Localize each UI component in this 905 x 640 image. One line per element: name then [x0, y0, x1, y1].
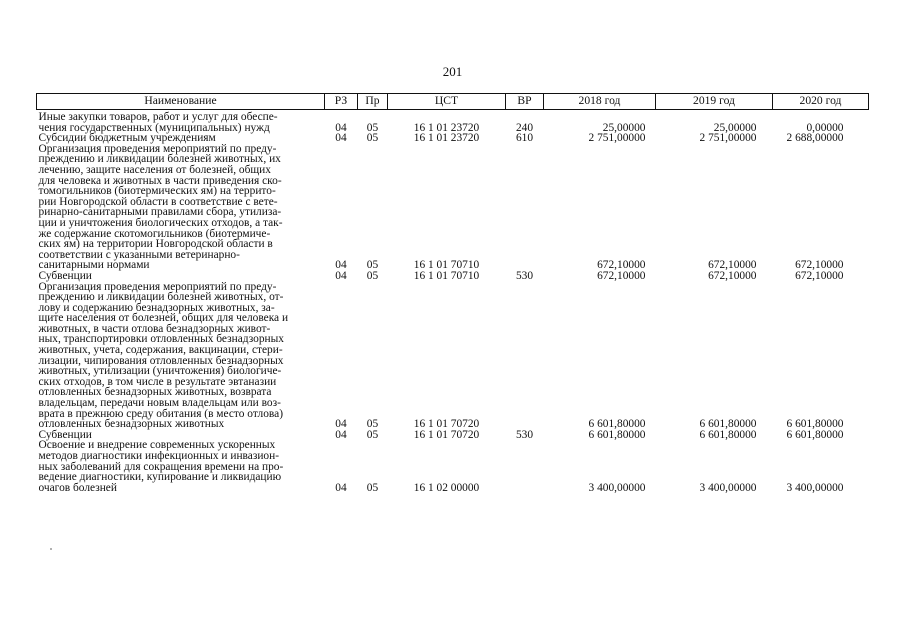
row-2019: 6 601,80000 [699, 428, 757, 441]
row-vr [506, 440, 544, 493]
row-2018: 3 400,00000 [588, 481, 646, 494]
table-row [37, 144, 869, 271]
row-2020: 6 601,80000 [786, 418, 844, 431]
row-pr: 05 [366, 121, 379, 134]
row-2020: 0,00000 [806, 121, 844, 134]
row-cst: 16 1 01 70720 [413, 418, 480, 431]
row-pr: 05 [366, 418, 379, 431]
row-2018: 6 601,80000 [588, 428, 646, 441]
header-name: Наименование [37, 94, 325, 110]
row-cst: 16 1 01 70710 [413, 269, 480, 282]
row-rz: 04 [335, 121, 347, 134]
row-name: Иные закупки товаров, работ и услуг для обеспе- чения государственных (муниципальных) нужд [38, 111, 278, 134]
row-vr: 530 [515, 428, 534, 441]
row-pr: 05 [366, 428, 379, 441]
row-vr [506, 144, 544, 271]
row-2018: 672,10000 [597, 269, 646, 282]
table-row [37, 282, 869, 430]
row-2019: 25,00000 [713, 121, 757, 134]
row-rz: 04 [335, 259, 347, 272]
row-name: Освоение и внедрение современных ускоренных методов диагностики инфекционных и инвазион- ных заболеваний для сокращения времени на про- ведение диагностики, купирование и ликвидацию очагов болезней [38, 439, 284, 494]
row-2018: 25,00000 [602, 121, 646, 134]
row-name: Субсидии бюджетным учреждениям [38, 132, 216, 145]
row-pr: 05 [366, 132, 379, 145]
row-pr: 05 [366, 259, 379, 272]
row-2019: 672,10000 [708, 259, 757, 272]
table-row [37, 440, 869, 493]
header-2018: 2018 год [544, 94, 656, 110]
row-2020: 6 601,80000 [786, 428, 844, 441]
row-pr: 05 [366, 269, 379, 282]
header-2019: 2019 год [656, 94, 773, 110]
row-2019: 2 751,00000 [699, 132, 757, 145]
row-cst: 16 1 01 23720 [413, 132, 480, 145]
page-number: 201 [442, 64, 463, 79]
row-name: Субвенции [38, 428, 92, 441]
row-2019: 3 400,00000 [699, 481, 757, 494]
scan-speck [50, 548, 52, 550]
header-pr: Пр [358, 94, 388, 110]
row-2020: 672,10000 [795, 269, 844, 282]
header-vr: ВР [506, 94, 544, 110]
row-2020: 3 400,00000 [786, 481, 844, 494]
table-header-row [37, 94, 869, 110]
row-rz: 04 [335, 428, 347, 441]
row-pr: 05 [366, 481, 379, 494]
row-rz: 04 [335, 132, 347, 145]
row-2020: 672,10000 [795, 259, 844, 272]
row-name: Организация проведения мероприятий по преду- преждению и ликвидации болезней животных, от- лову и содержанию безнадзорных животных, за- щите населения от болезней, общих для человека и животных, в части отлова безнадзорных живот- ных, транспортировки отловленных безнадзорных животных, учета, содержания, вакцинации, стери- лизации, чипирования отловленных безнадзорных животных, утилизации (уничтожения) биологиче- ских отходов, в том числе в результате эвтаназии отловленных безнадзорных животных, возврата владельцам, передачи новым владельцам или воз- врата в прежнюю среду обитания (в место отлова) отловленных безнадзорных животных [38, 280, 289, 431]
row-cst: 16 1 01 70720 [413, 428, 480, 441]
row-vr: 240 [515, 121, 534, 134]
header-rz: РЗ [325, 94, 358, 110]
header-cst: ЦСТ [388, 94, 506, 110]
row-name: Субвенции [38, 269, 92, 282]
row-2019: 672,10000 [708, 269, 757, 282]
row-vr: 530 [515, 269, 534, 282]
row-2018: 6 601,80000 [588, 418, 646, 431]
table-row [37, 110, 869, 134]
row-cst: 16 1 01 23720 [413, 121, 480, 134]
budget-table [36, 93, 869, 493]
row-2018: 2 751,00000 [588, 132, 646, 145]
header-2020: 2020 год [773, 94, 869, 110]
row-cst: 16 1 01 70710 [413, 259, 480, 272]
row-vr: 610 [515, 132, 534, 145]
row-name: Организация проведения мероприятий по преду- преждению и ликвидации болезней животных, их лечению, защите населения от болезней, общих для человека и животных в части приведения ско- томогильников (биотермических ям) на террито- рии Новгородской области в соответствие с вете- ринарно-санитарными правилами сбора, утилиза- ции и уничтожения биологических отходов, а так- же содержание скотомогильников (биотермиче- ских ям) на территории Новгородской области в соответствии с указанными ветеринарно- санитарными нормами [38, 142, 283, 272]
row-rz: 04 [335, 418, 347, 431]
row-rz: 04 [335, 481, 347, 494]
row-2018: 672,10000 [597, 259, 646, 272]
row-cst: 16 1 02 00000 [413, 481, 480, 494]
table-row [37, 271, 869, 282]
row-vr [506, 282, 544, 430]
row-rz: 04 [335, 269, 347, 282]
row-2020: 2 688,00000 [786, 132, 844, 145]
row-2019: 6 601,80000 [699, 418, 757, 431]
